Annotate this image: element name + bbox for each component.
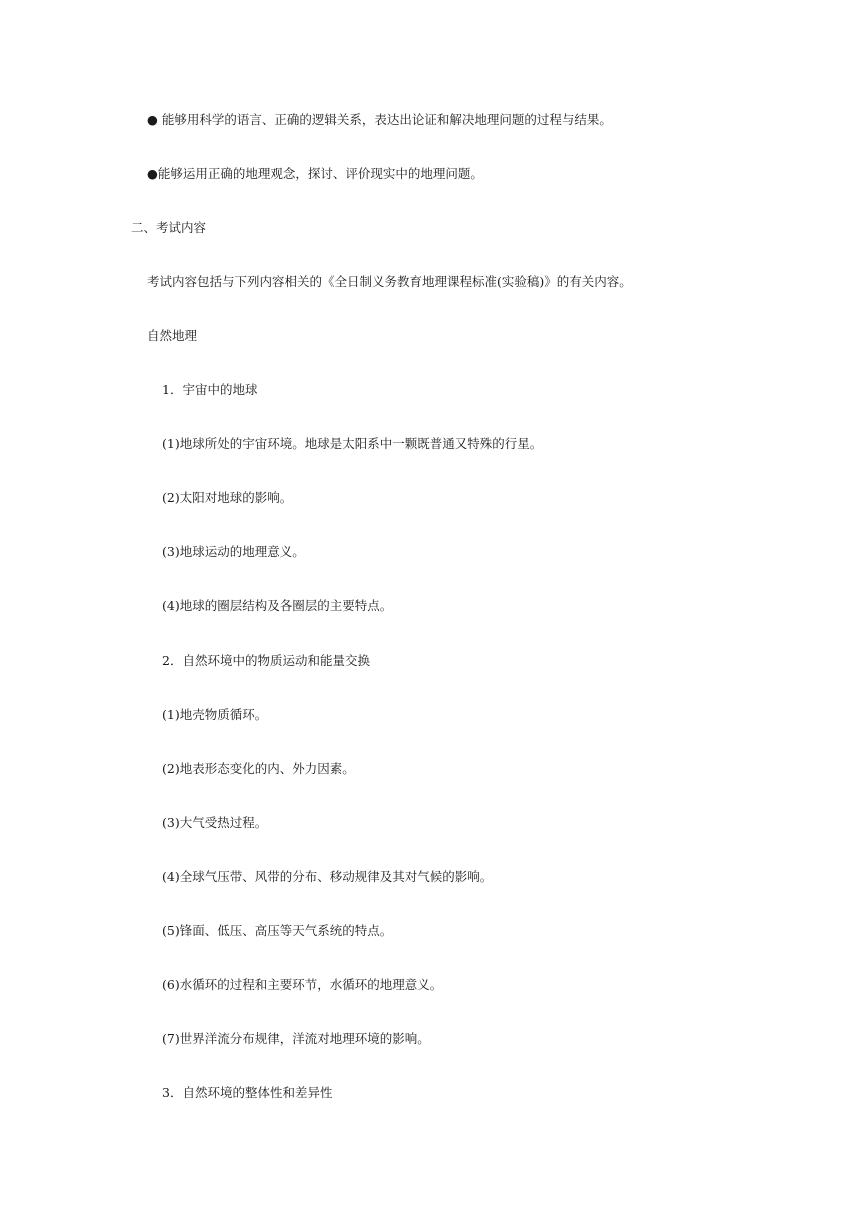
list-item: (3)地球运动的地理意义。 xyxy=(162,544,305,559)
list-item: (4)全球气压带、风带的分布、移动规律及其对气候的影响。 xyxy=(162,869,493,884)
bullet-item: ●能够运用正确的地理观念，探讨、评价现实中的地理问题。 xyxy=(147,166,483,181)
bullet-item: ● 能够用科学的语言、正确的逻辑关系，表达出论证和解决地理问题的过程与结果。 xyxy=(147,112,612,127)
list-item: (4)地球的圈层结构及各圈层的主要特点。 xyxy=(162,598,393,613)
list-item: (6)水循环的过程和主要环节，水循环的地理意义。 xyxy=(162,977,443,992)
subsection-heading: 自然地理 xyxy=(147,328,198,343)
list-item: (2)地表形态变化的内、外力因素。 xyxy=(162,761,355,776)
list-item: (1)地壳物质循环。 xyxy=(162,707,268,722)
list-item: (2)太阳对地球的影响。 xyxy=(162,490,293,505)
list-item: (7)世界洋流分布规律，洋流对地理环境的影响。 xyxy=(162,1031,430,1046)
list-item: (1)地球所处的宇宙环境。地球是太阳系中一颗既普通又特殊的行星。 xyxy=(162,436,543,451)
list-item: (3)大气受热过程。 xyxy=(162,815,268,830)
list-item: (5)锋面、低压、高压等天气系统的特点。 xyxy=(162,923,393,938)
section-heading: 二、考试内容 xyxy=(131,220,207,235)
topic-heading: 1．宇宙中的地球 xyxy=(162,382,258,397)
paragraph: 考试内容包括与下列内容相关的《全日制义务教育地理课程标准(实验稿)》的有关内容。 xyxy=(147,274,632,289)
topic-heading: 2．自然环境中的物质运动和能量交换 xyxy=(162,653,370,668)
topic-heading: 3．自然环境的整体性和差异性 xyxy=(162,1085,333,1100)
